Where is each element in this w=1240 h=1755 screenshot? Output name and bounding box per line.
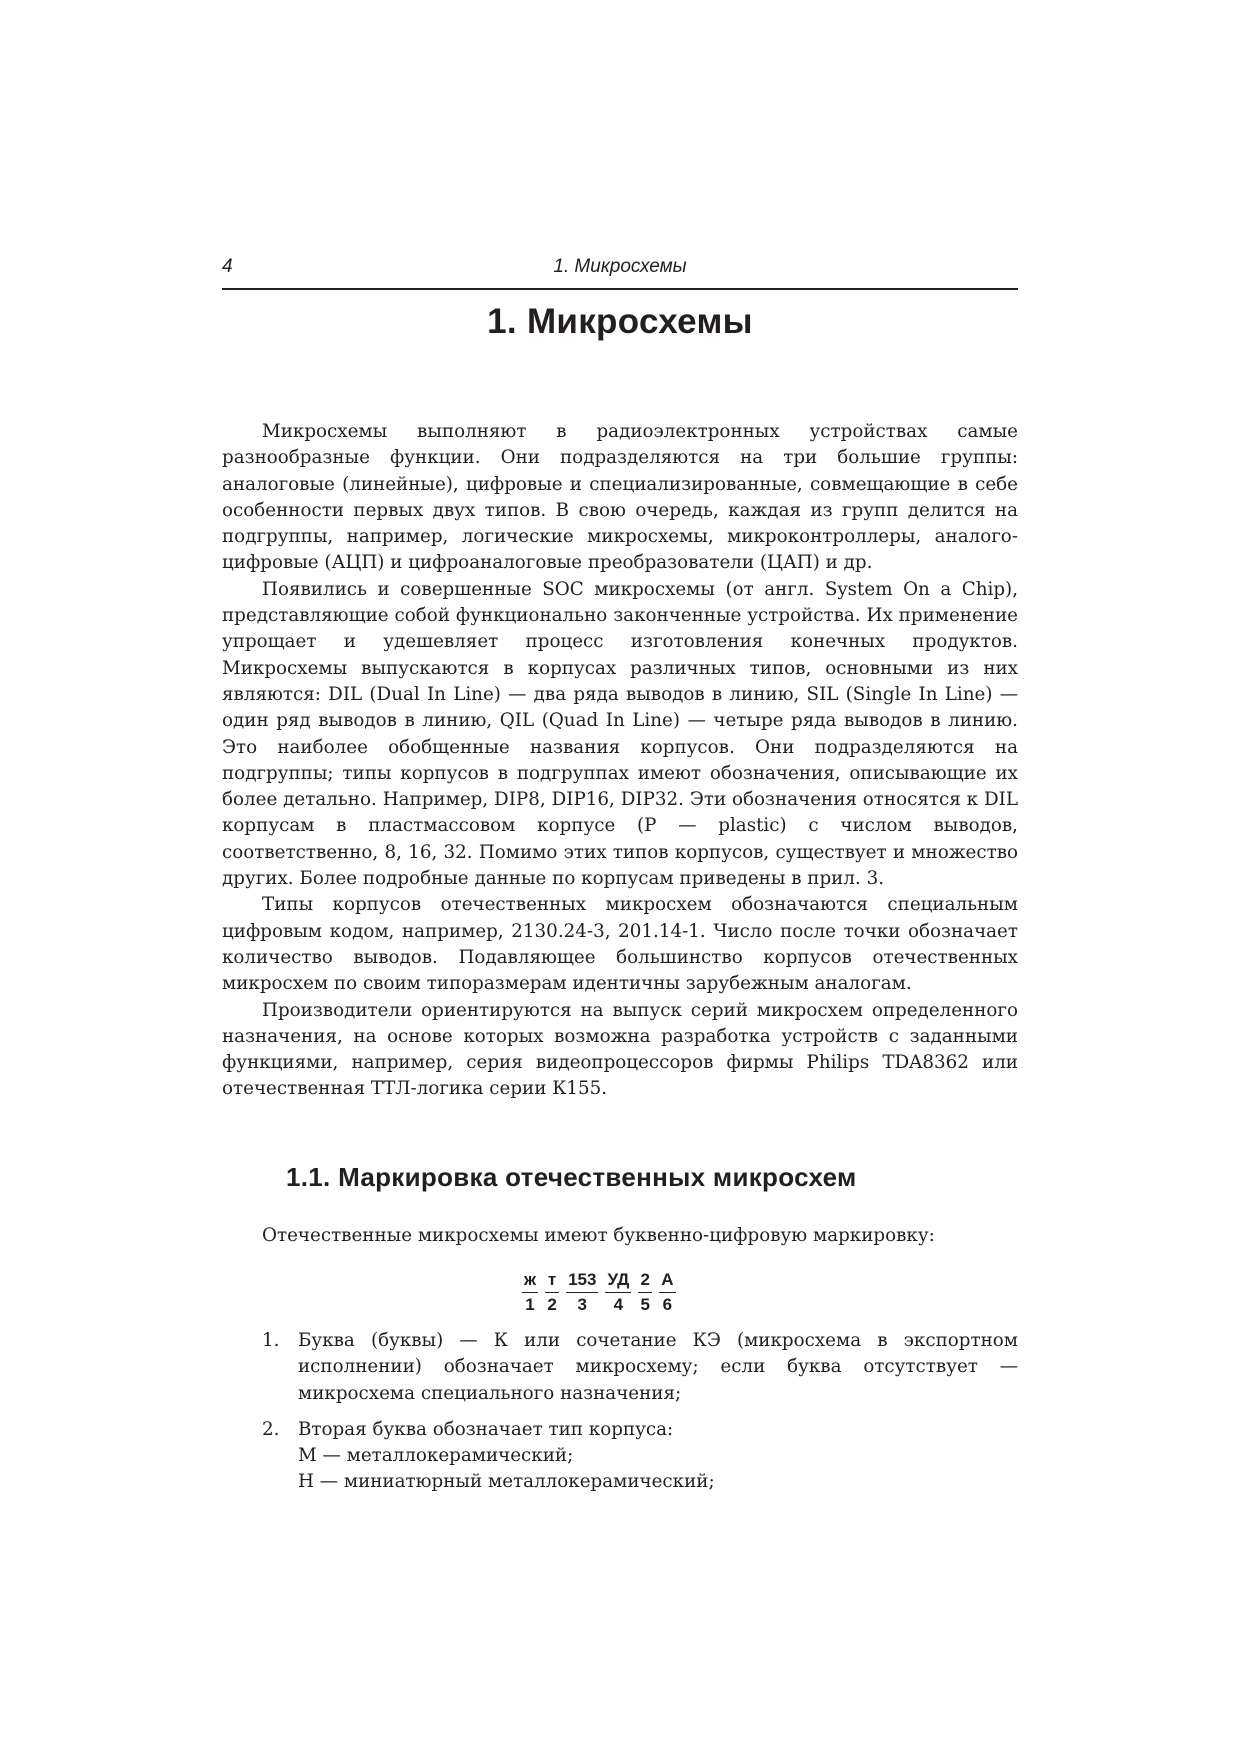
list-item (262, 1328, 1018, 1407)
marking-diagram (522, 1270, 676, 1315)
list-marker: 1. (262, 1330, 280, 1351)
chapter-title: 1. Микросхемы (487, 302, 753, 341)
paragraph: Микросхемы выполняют в радиоэлектронных устройствах самые разнообразные функции. Они подразделяются на три большие группы: аналоговые (линейные), цифровые и специализированные, совмещающие в себе особенности первых двух типов. В свою очередь, каждая из групп делится на подгруппы, например, логические микросхемы, микроконтроллеры, аналого-цифровые (АЦП) и цифроаналоговые преобразователи (ЦАП) и др. (222, 421, 1018, 574)
numbered-list (262, 1328, 1018, 1506)
page-number: 4 (222, 256, 233, 277)
marking-code: А (659, 1270, 675, 1293)
section-title: 1.1. Маркировка отечественных микросхем (286, 1162, 857, 1192)
section-intro: Отечественные микросхемы имеют буквенно-цифровую маркировку: (262, 1225, 935, 1246)
marking-cell (566, 1270, 598, 1315)
list-subitem: Н — миниатюрный металлокерамический; (298, 1471, 715, 1493)
chapter-body (222, 419, 1018, 1103)
marking-index: 4 (613, 1295, 624, 1314)
marking-index: 6 (662, 1295, 673, 1314)
running-header (222, 254, 1018, 290)
list-item-text: Буква (буквы) — К или сочетание КЭ (микросхема в экспортном исполнении) обозначает микросхему; если буква отсутствует — микросхема специального назначения; (298, 1330, 1018, 1404)
marking-code: 153 (566, 1270, 598, 1293)
marking-cell (605, 1270, 631, 1315)
paragraph: Появились и совершенные SOC микросхемы (от англ. System On a Chip), представляющие собой функционально законченные устройства. Их применение упрощает и удешевляет процесс изготовления конечных продуктов. Микросхемы выпускаются в корпусах различных типов, основными из них являются: DIL (Dual In Line) — два ряда выводов в линию, SIL (Single In Line) — один ряд выводов в линию, QIL (Quad In Line) — четыре ряда выводов в линию. Это наиболее обобщенные названия корпусов. Они подразделяются на подгруппы; типы корпусов в подгруппах имеют обозначения, описывающие их более детально. Например, DIP8, DIP16, DIP32. Эти обозначения относятся к DIL корпусам в пластмассовом корпусе (P — plastic) с числом выводов, соответственно, 8, 16, 32. Помимо этих типов корпусов, существует и множество других. Более подробные данные по корпусам приведены в прил. 3. (222, 578, 1018, 890)
marking-index: 3 (577, 1295, 587, 1314)
marking-index: 2 (547, 1295, 557, 1314)
list-item (262, 1417, 1018, 1496)
list-marker: 2. (262, 1418, 280, 1440)
marking-index: 5 (640, 1295, 650, 1314)
marking-cell (638, 1270, 652, 1315)
marking-code: УД (605, 1270, 631, 1293)
marking-index: 1 (525, 1295, 535, 1314)
marking-code: т (545, 1270, 559, 1293)
marking-cell (522, 1270, 538, 1315)
marking-cell (659, 1270, 675, 1315)
list-subitem: М — металлокерамический; (298, 1445, 574, 1467)
marking-code: ж (522, 1270, 538, 1293)
list-item-text: Вторая буква обозначает тип корпуса: (298, 1418, 674, 1440)
paragraph: Производители ориентируются на выпуск серий микросхем определенного назначения, на основе которых возможна разработка устройств с заданными функциями, например, серия видеопроцессоров фирмы Philips TDA8362 или отечественная ТТЛ-логика серии К155. (222, 999, 1018, 1100)
running-title: 1. Микросхемы (553, 256, 687, 277)
marking-code: 2 (638, 1270, 652, 1293)
marking-cell (545, 1270, 559, 1315)
paragraph: Типы корпусов отечественных микросхем обозначаются специальным цифровым кодом, например, 2130.24-3, 201.14-1. Число после точки обозначает количество выводов. Подавляющее большинство корпусов отечественных микросхем по своим типоразмерам идентичны зарубежным аналогам. (222, 894, 1018, 995)
